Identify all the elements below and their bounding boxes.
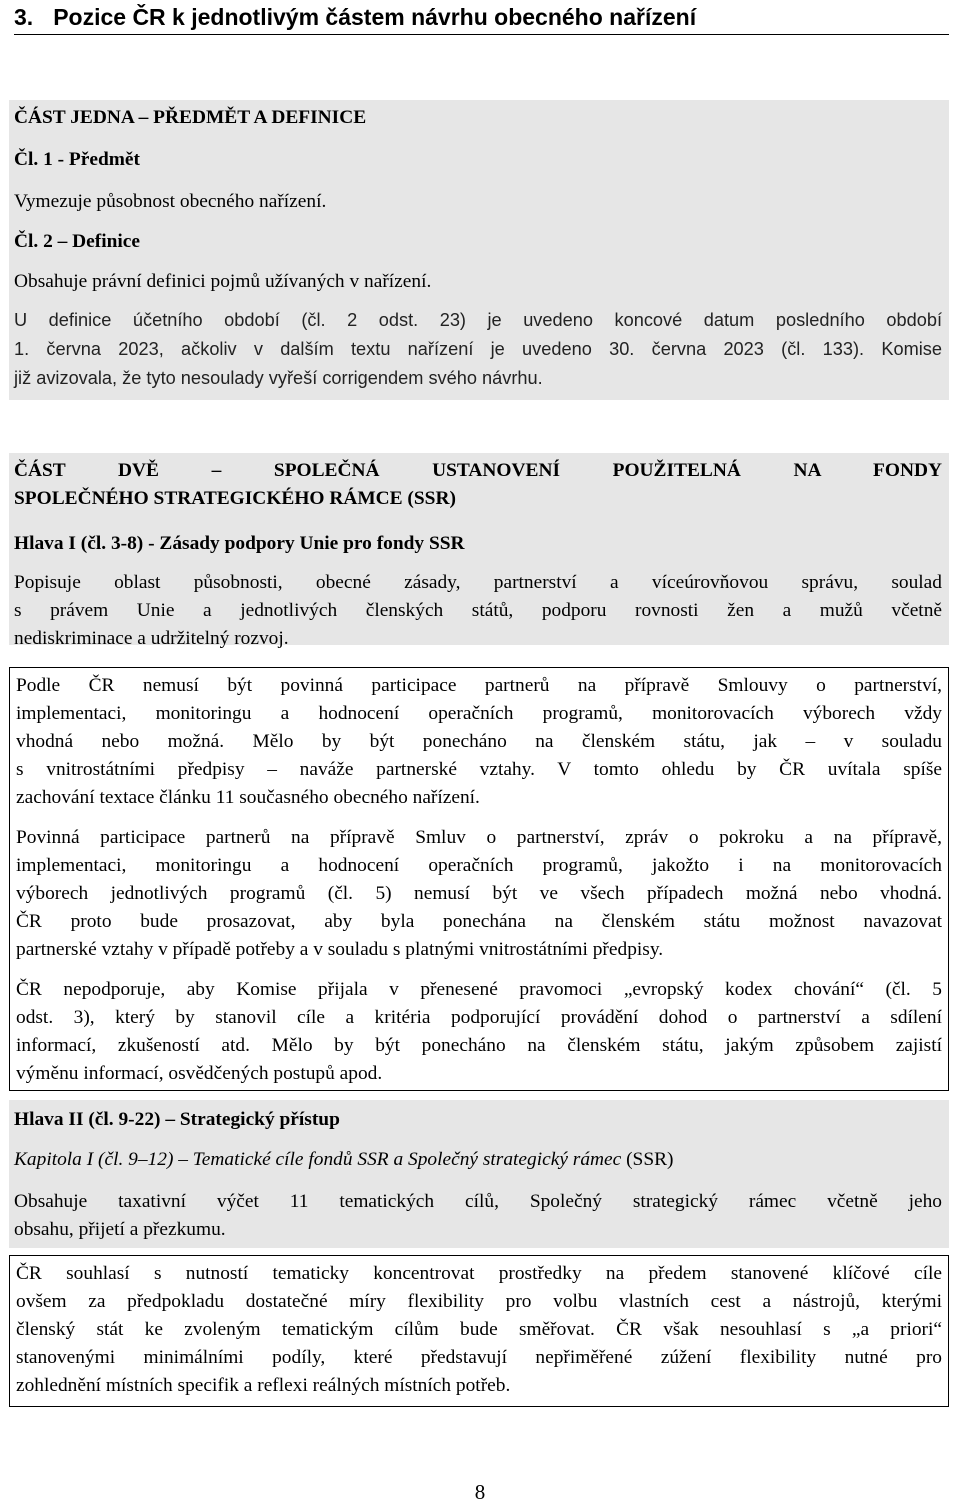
desc-line: Obsahuje taxativní výčet 11 tematických cílů, Společný strategický rámec včetně jeho bbox=[14, 1191, 942, 1212]
position-paragraph-3 bbox=[16, 976, 942, 1088]
article-2-text: Obsahuje právní definici pojmů užívaných v nařízení. bbox=[14, 271, 432, 292]
article-1-heading: Čl. 1 - Předmět bbox=[14, 149, 140, 170]
para-line: s vnitrostátními předpisy – naváže partnerské vztahy. V tomto ohledu by ČR uvítala spíše bbox=[16, 759, 942, 780]
position-paragraph-4 bbox=[16, 1260, 942, 1400]
para-line: výměnu informací, osvědčených postupů apod. bbox=[16, 1063, 383, 1084]
part-one-heading: ČÁST JEDNA – PŘEDMĚT A DEFINICE bbox=[14, 107, 367, 128]
chapter-number: 3. bbox=[14, 4, 34, 30]
kapitola-1-suffix: (SSR) bbox=[621, 1149, 674, 1170]
accounting-period-note bbox=[14, 306, 942, 393]
para-line: výborech jednotlivých programů (čl. 5) nemusí být ve všech případech možná nebo vhodná. bbox=[16, 883, 942, 904]
position-paragraph-1 bbox=[16, 672, 942, 812]
part-two-heading-line: SPOLEČNÉHO STRATEGICKÉHO RÁMCE (SSR) bbox=[14, 488, 456, 509]
cr-position-box bbox=[9, 667, 949, 1091]
kapitola-1-title: Kapitola I (čl. 9–12) – Tematické cíle fondů SSR a Společný strategický rámec bbox=[14, 1149, 622, 1170]
para-line: členský stát ke zvoleným tematickým cílům bude směřovat. ČR však nesouhlasí s „a priori“ bbox=[16, 1319, 942, 1340]
para-line: ovšem za předpokladu dostatečné míry flexibility pro volbu vlastních cest a nástrojů, kterými bbox=[16, 1291, 942, 1312]
part-two-heading bbox=[14, 457, 942, 513]
para-line: implementaci, monitoringu a hodnocení operačních programů, monitorovacích výborech vždy bbox=[16, 703, 942, 724]
chapter-title-text: Pozice ČR k jednotlivým částem návrhu obecného nařízení bbox=[53, 4, 697, 30]
hlava-1-heading: Hlava I (čl. 3-8) - Zásady podpory Unie pro fondy SSR bbox=[14, 533, 465, 554]
para-line: informací, zkušeností atd. Mělo by být ponecháno na členském státu, jakým způsobem zajistí bbox=[16, 1035, 942, 1056]
desc-line: nediskriminace a udržitelný rozvoj. bbox=[14, 628, 289, 649]
para-line: zachování textace článku 11 současného obecného nařízení. bbox=[16, 787, 480, 808]
para-line: stanovenými minimálními podíly, které představují nepřiměřené zúžení flexibility nutné pro bbox=[16, 1347, 942, 1368]
note-line: 1. června 2023, ačkoliv v dalším textu nařízení je uvedeno 30. června 2023 (čl. 133). Komise bbox=[14, 339, 942, 359]
para-line: implementaci, monitoringu a hodnocení operačních programů, jakožto i na monitorovacích bbox=[16, 855, 942, 876]
para-line: zohlednění místních specifik a reflexi reálných místních potřeb. bbox=[16, 1375, 511, 1396]
part-one-section bbox=[9, 100, 949, 400]
para-line: odst. 3), který by stanovil cíle a kritéria podporující provádění dohod o partnerství a sdílení bbox=[16, 1007, 942, 1028]
para-line: vhodná nebo možná. Mělo by být ponecháno na členském státu, jak – v souladu bbox=[16, 731, 942, 752]
note-line: U definice účetního období (čl. 2 odst. 23) je uvedeno koncové datum posledního období bbox=[14, 310, 942, 330]
part-two-section bbox=[9, 453, 949, 649]
part-two-heading-line: ČÁST DVĚ – SPOLEČNÁ USTANOVENÍ POUŽITELNÁ NA FONDY bbox=[14, 460, 942, 481]
desc-line: Popisuje oblast působnosti, obecné zásady, partnerství a víceúrovňovou správu, soulad bbox=[14, 572, 942, 593]
page-number: 8 bbox=[474, 1480, 486, 1504]
para-line: ČR nepodporuje, aby Komise přijala v přenesené pravomoci „evropský kodex chování“ (čl. 5 bbox=[16, 979, 942, 1000]
para-line: ČR souhlasí s nutností tematicky koncentrovat prostředky na předem stanovené klíčové cíle bbox=[16, 1263, 942, 1284]
para-line: Podle ČR nemusí být povinná participace partnerů na přípravě Smlouvy o partnerství, bbox=[16, 675, 942, 696]
cr-position-box-2 bbox=[9, 1255, 949, 1407]
article-2-heading: Čl. 2 – Definice bbox=[14, 231, 141, 252]
kapitola-1-description bbox=[14, 1188, 942, 1244]
para-line: Povinná participace partnerů na přípravě Smluv o partnerství, zpráv o pokroku a na přípravě, bbox=[16, 827, 942, 848]
para-line: ČR proto bude prosazovat, aby byla ponechána na členském státu možnost navazovat bbox=[16, 911, 942, 932]
hlava-1-description bbox=[14, 569, 942, 653]
desc-line: obsahu, přijetí a přezkumu. bbox=[14, 1219, 226, 1240]
kapitola-1-heading bbox=[14, 1146, 674, 1174]
para-line: partnerské vztahy v případě potřeby a v souladu s platnými vnitrostátními předpisy. bbox=[16, 939, 664, 960]
desc-line: s právem Unie a jednotlivých členských států, podporu rovnosti žen a mužů včetně bbox=[14, 600, 942, 621]
hlava-2-heading: Hlava II (čl. 9-22) – Strategický přístup bbox=[14, 1109, 340, 1130]
chapter-title bbox=[14, 0, 949, 35]
article-1-text: Vymezuje působnost obecného nařízení. bbox=[14, 191, 327, 212]
hlava-2-section bbox=[9, 1100, 949, 1248]
note-line: již avizovala, že tyto nesoulady vyřeší corrigendem svého návrhu. bbox=[14, 368, 543, 388]
position-paragraph-2 bbox=[16, 824, 942, 964]
